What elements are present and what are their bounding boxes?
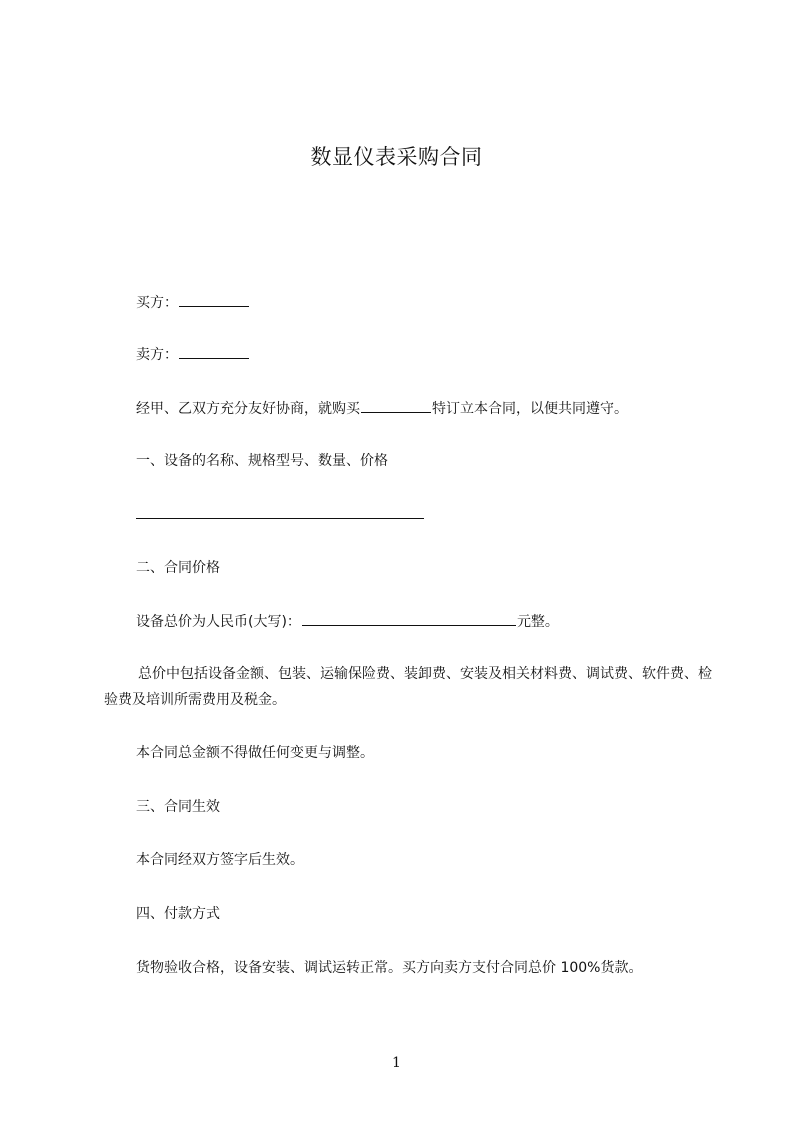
- seller-line: [136, 344, 250, 365]
- price-suffix: 元整。: [516, 614, 559, 630]
- section3-heading: 三、合同生效: [136, 799, 220, 815]
- purchase-item-blank: [361, 398, 431, 413]
- price-includes-paragraph: 总价中包括设备金额、包装、运输保险费、装卸费、安装及相关材料费、调试费、软件费、检验费及培训所需费用及税金。: [104, 666, 712, 708]
- buyer-label: 买方：: [136, 295, 178, 311]
- seller-label: 卖方：: [136, 347, 178, 363]
- no-change-text: 本合同总金额不得做任何变更与调整。: [136, 745, 374, 761]
- section4-heading: 四、付款方式: [136, 906, 220, 922]
- section1-heading: 一、设备的名称、规格型号、数量、价格: [136, 453, 388, 469]
- price-blank: [302, 611, 516, 626]
- equipment-blank-line: [136, 518, 424, 519]
- intro-after: 特订立本合同，以便共同遵守。: [432, 401, 628, 417]
- intro-line: [136, 398, 628, 419]
- seller-blank: [179, 344, 249, 359]
- buyer-blank: [179, 292, 249, 307]
- effective-text: 本合同经双方签字后生效。: [136, 852, 304, 868]
- price-line: [136, 611, 559, 632]
- intro-before: 经甲、乙双方充分友好协商，就购买: [136, 401, 360, 417]
- payment-text: 货物验收合格，设备安装、调试运转正常。买方向卖方支付合同总价 100%货款。: [136, 960, 643, 976]
- price-label: 设备总价为人民币(大写)：: [136, 614, 301, 630]
- document-title: 数显仪表采购合同: [310, 145, 483, 169]
- buyer-line: [136, 292, 250, 313]
- page-number: 1: [392, 1055, 401, 1071]
- section2-heading: 二、合同价格: [136, 560, 220, 576]
